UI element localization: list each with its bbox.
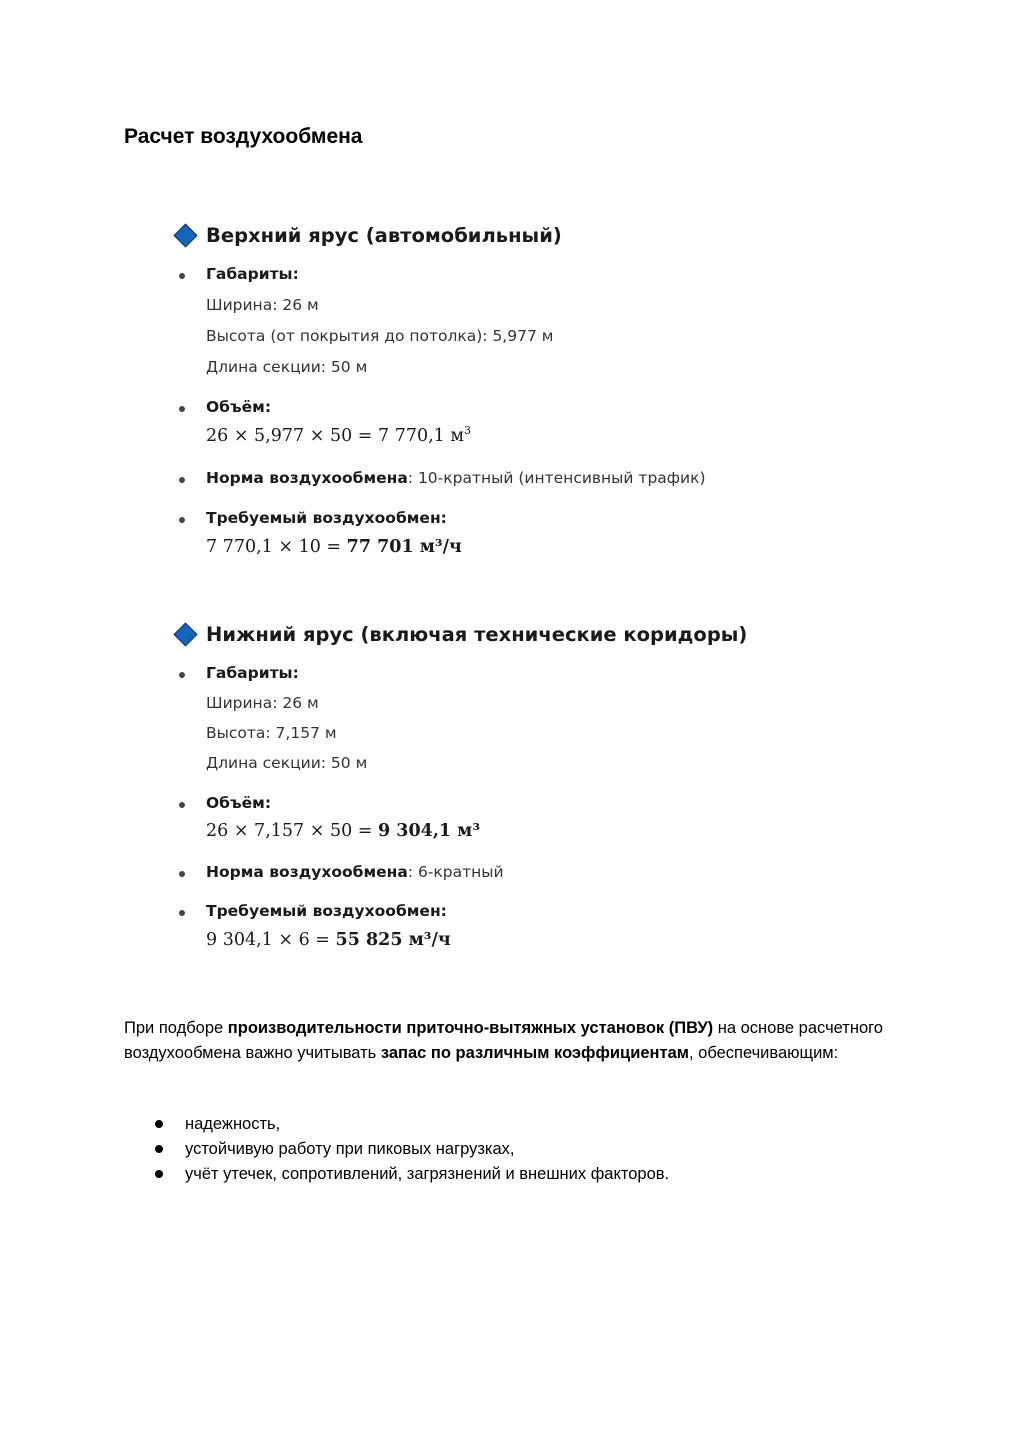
upper-tier-heading: Верхний ярус (автомобильный) — [206, 223, 562, 247]
lower-tier-heading: Нижний ярус (включая технические коридоры) — [206, 622, 748, 646]
lower-tier-header — [172, 618, 892, 650]
volume-result: 9 304,1 м³ — [378, 821, 481, 841]
norm-label: Норма воздухообмена — [206, 863, 408, 881]
required-formula: 9 304,1 × 6 = 55 825 м³/ч — [206, 930, 451, 950]
lower-tier-section: Нижний ярус (включая технические коридоры) Габариты: Ширина: 26 м Высота: 7,157 м Длина секции: 50 м Объём: 26 × 7,157 × 50 = 9 304,1 м³ Норма воздухообмена: 6-кратный Требуемый воздухообмен: 9 304,1 × 6 = 55 825 м³/ч — [172, 618, 892, 650]
height-text: Высота: 7,157 м — [206, 724, 337, 742]
list-item: учёт утечек, сопротивлений, загрязнений и внешних факторов. — [152, 1162, 669, 1187]
volume-label: Объём — [206, 794, 265, 812]
required-formula: 7 770,1 × 10 = 77 701 м³/ч — [206, 537, 462, 557]
required-result: 77 701 м³/ч — [346, 537, 462, 557]
blue-diamond-icon — [173, 223, 197, 247]
intro-paragraph: При подборе производительности приточно-вытяжных установок (ПВУ) на основе расчетного воздухообмена важно учитывать запас по различным коэффициентам, обеспечивающим: — [124, 1019, 883, 1062]
upper-tier-header — [172, 219, 892, 251]
dimensions-label: Габариты — [206, 664, 293, 682]
width-text: Ширина: 26 м — [206, 296, 319, 314]
bullet-icon — [155, 1120, 163, 1128]
upper-tier-section: Верхний ярус (автомобильный) Габариты: Ширина: 26 м Высота (от покрытия до потолка): 5,977 м Длина секции: 50 м Объём: 26 × 5,977 × 50 = 7 770,1 $м^3$ Норма воздухообмена: 10-кратный (интенсивный трафик) Требуемый воздухообмен: 7 770,1 × 10 = 77 701 м³/ч — [172, 219, 892, 251]
required-label: Требуемый воздухообмен — [206, 509, 441, 527]
norm-value: : 10-кратный (интенсивный трафик) — [407, 469, 706, 487]
list-item: устойчивую работу при пиковых нагрузках, — [152, 1137, 669, 1162]
norm-value: : 6-кратный — [407, 863, 504, 881]
page-title: Расчет воздухообмена — [124, 125, 363, 148]
bullet-icon — [179, 273, 185, 279]
volume-label: Объём — [206, 398, 265, 416]
bullet-icon — [179, 871, 185, 877]
width-text: Ширина: 26 м — [206, 694, 319, 712]
list-item: надежность, — [152, 1112, 669, 1137]
volume-formula: 26 × 5,977 × 50 = 7 770,1 $м^3$ — [206, 424, 471, 446]
required-label: Требуемый воздухообмен — [206, 902, 441, 920]
dimensions-label: Габариты — [206, 265, 293, 283]
bullet-icon — [179, 477, 185, 483]
bullet-icon — [179, 406, 185, 412]
bullet-icon — [179, 672, 185, 678]
margin-term: запас по различным коэффициентам — [380, 1044, 689, 1062]
blue-diamond-icon — [173, 622, 197, 646]
pvu-term: производительности приточно-вытяжных установок (ПВУ) — [227, 1019, 714, 1037]
length-text: Длина секции: 50 м — [206, 754, 368, 772]
bullet-icon — [179, 517, 185, 523]
norm-label: Норма воздухообмена — [206, 469, 408, 487]
factors-list — [152, 1112, 669, 1187]
bullet-icon — [155, 1170, 163, 1178]
bullet-icon — [179, 802, 185, 808]
bullet-icon — [155, 1145, 163, 1153]
length-text: Длина секции: 50 м — [206, 358, 368, 376]
volume-formula: 26 × 7,157 × 50 = 9 304,1 м³ — [206, 821, 481, 841]
required-result: 55 825 м³/ч — [335, 930, 451, 950]
height-text: Высота (от покрытия до потолка): 5,977 м — [206, 327, 554, 345]
bullet-icon — [179, 910, 185, 916]
